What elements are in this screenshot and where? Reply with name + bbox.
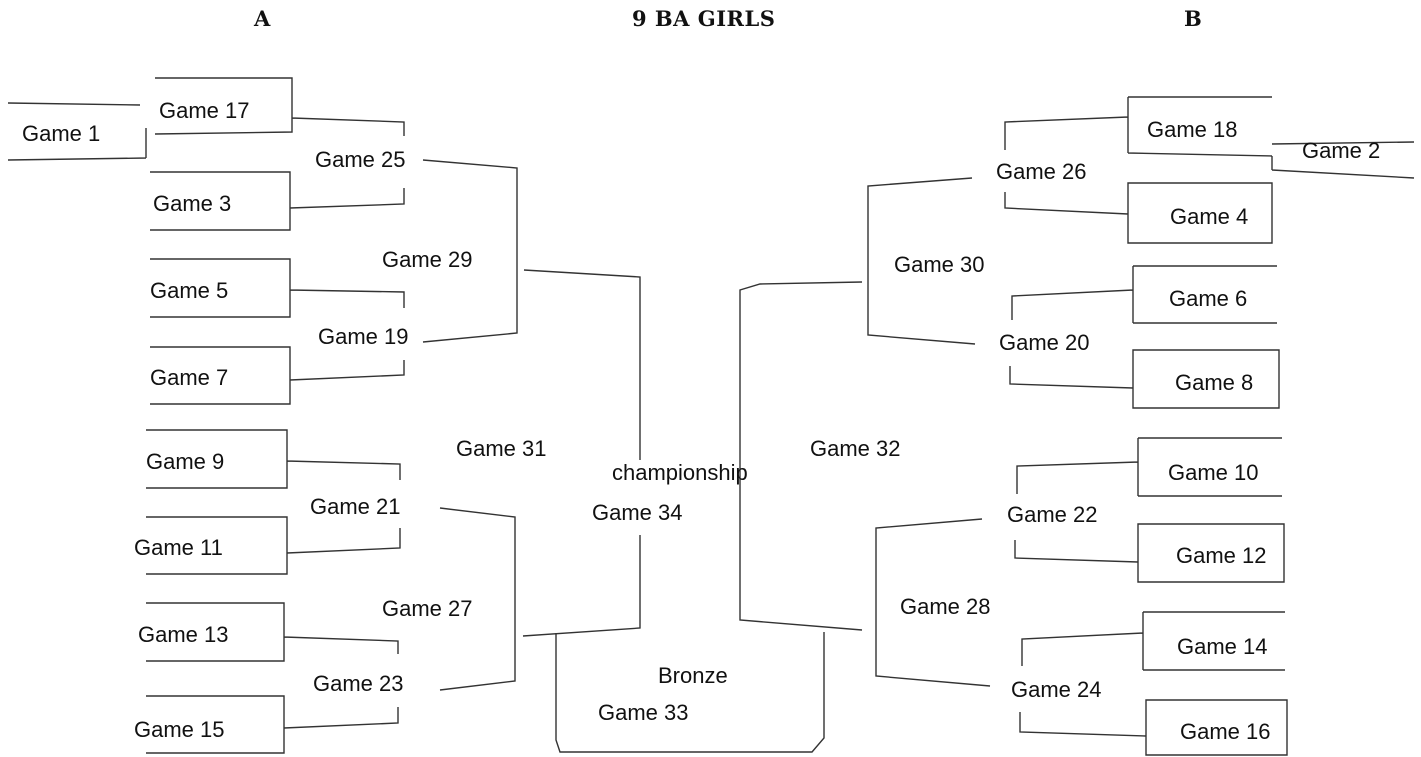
column-header-b: B [1184,6,1203,31]
game-22-label: Game 22 [1007,502,1098,527]
game-27-label: Game 27 [382,596,473,621]
game-8-label: Game 8 [1175,370,1254,395]
game-18-label: Game 18 [1147,117,1238,142]
game-10-label: Game 10 [1168,460,1259,485]
game-4-label: Game 4 [1170,204,1249,229]
championship-label: championship [612,460,748,485]
game-5-label: Game 5 [150,278,229,303]
game-3-label: Game 3 [153,191,232,216]
game-28-label: Game 28 [900,594,991,619]
game-20-label: Game 20 [999,330,1090,355]
game-16-label: Game 16 [1180,719,1271,744]
page-title: 9 BA GIRLS [632,6,776,31]
game-13-label: Game 13 [138,622,229,647]
game-9-label: Game 9 [146,449,225,474]
game-17-label: Game 17 [159,98,250,123]
game-11-label: Game 11 [134,535,223,560]
game-29-label: Game 29 [382,247,473,272]
game-33-label: Game 33 [598,700,689,725]
game-21-label: Game 21 [310,494,401,519]
game-7-label: Game 7 [150,365,229,390]
game-26-label: Game 26 [996,159,1087,184]
game-34-label: Game 34 [592,500,683,525]
bronze-label: Bronze [658,663,728,688]
game-12-label: Game 12 [1176,543,1267,568]
game-31-label: Game 31 [456,436,547,461]
game-32-label: Game 32 [810,436,901,461]
game-24-label: Game 24 [1011,677,1102,702]
game-6-label: Game 6 [1169,286,1248,311]
bracket-line-game-27 [523,535,640,636]
game-15-label: Game 15 [134,717,225,742]
game-25-label: Game 25 [315,147,406,172]
column-header-a: A [254,6,271,31]
game-14-label: Game 14 [1177,634,1268,659]
bracket-line-bronze [556,632,824,752]
game-2-label: Game 2 [1302,138,1381,163]
bracket-line-game-29 [524,270,640,460]
game-23-label: Game 23 [313,671,404,696]
game-19-label: Game 19 [318,324,409,349]
game-30-label: Game 30 [894,252,985,277]
game-1-label: Game 1 [22,121,101,146]
